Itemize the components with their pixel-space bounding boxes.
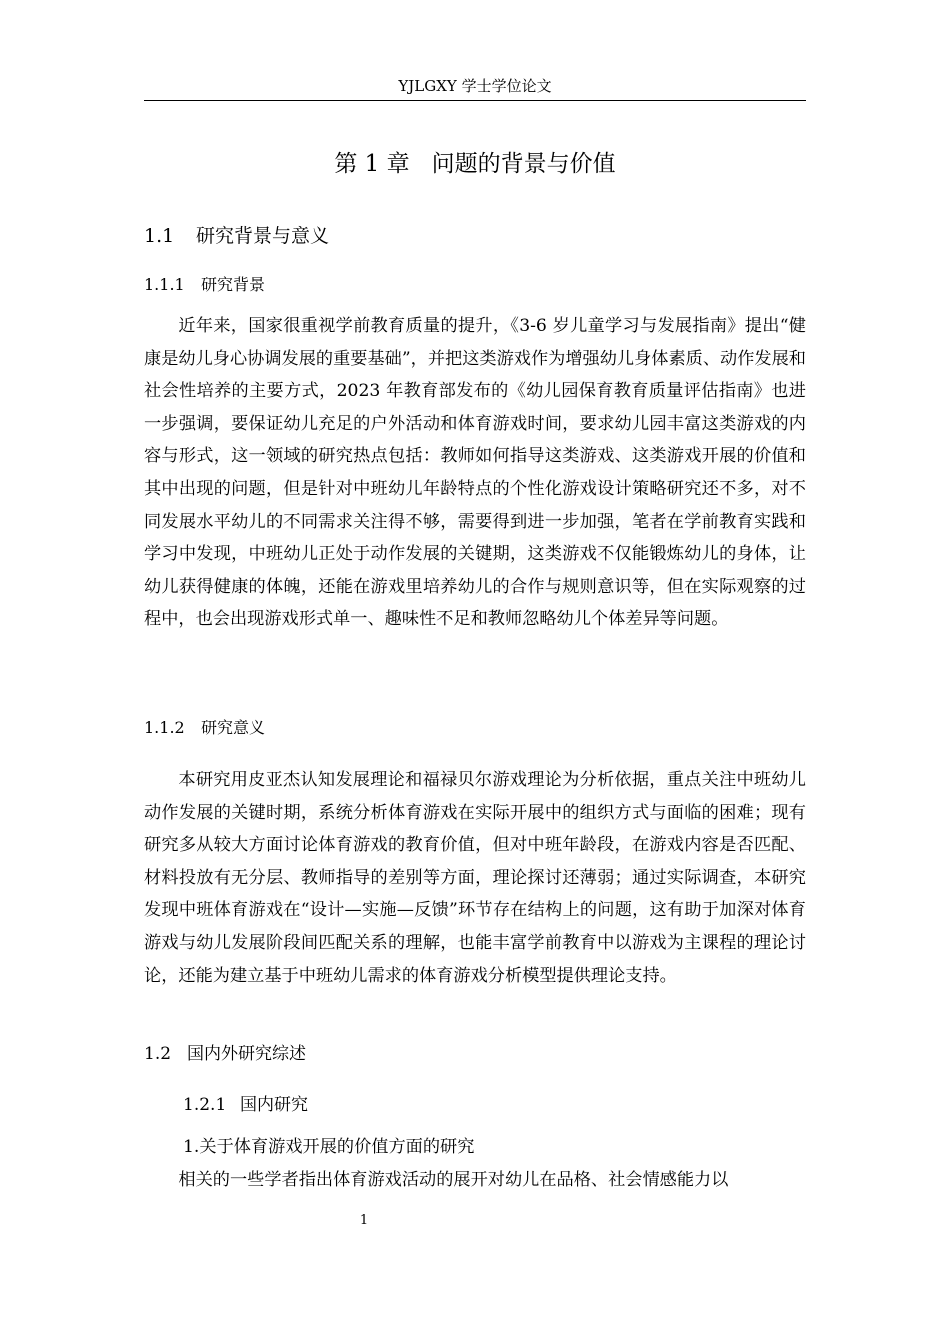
paragraph-research-significance: 本研究用皮亚杰认知发展理论和福禄贝尔游戏理论为分析依据，重点关注中班幼儿动作发展的关键时期，系统分析体育游戏在实际开展中的组织方式与面临的困难；现有研究多从较大方面讨论体育游戏的教育价值，但对中班年龄段，在游戏内容是否匹配、材料投放有无分层、教师指导的差别等方面，理论探讨还薄弱；通过实际调查，本研究发现中班体育游戏在“设计—实施—反馈”环节存在结构上的问题，这有助于加深对体育游戏与幼儿发展阶段间匹配关系的理解，也能丰富学前教育中以游戏为主课程的理论讨论，还能为建立基于中班幼儿需求的体育游戏分析模型提供理论支持。 <box>144 770 806 986</box>
section-heading-1-1 <box>144 222 329 250</box>
section-number: 1.1.2 <box>144 718 185 737</box>
chapter-number: 第 1 章 <box>334 151 410 177</box>
section-number: 1.2.1 <box>183 1095 227 1115</box>
section-title: 研究背景 <box>201 275 266 294</box>
page-number: 1 <box>359 1213 369 1228</box>
section-number: 1.1 <box>144 225 175 247</box>
section-heading-1-2-1 <box>183 1093 308 1117</box>
section-heading-1-1-2 <box>144 716 265 740</box>
section-title: 研究意义 <box>201 718 266 737</box>
paragraph-domestic-research: 相关的一些学者指出体育游戏活动的展开对幼儿在品格、社会情感能力以 <box>178 1170 729 1190</box>
section-number: 1.2 <box>144 1044 172 1064</box>
list-item-title: 1.关于体育游戏开展的价值方面的研究 <box>183 1137 475 1157</box>
section-title: 研究背景与意义 <box>196 225 330 247</box>
section-heading-1-2 <box>144 1042 306 1066</box>
section-title: 国内外研究综述 <box>187 1044 306 1064</box>
page-header: YJLGXY 学士学位论文 <box>398 77 552 95</box>
section-title: 国内研究 <box>240 1095 308 1115</box>
section-number: 1.1.1 <box>144 275 185 294</box>
section-heading-1-1-1 <box>144 273 265 297</box>
chapter-title-text: 问题的背景与价值 <box>431 151 616 177</box>
paragraph-research-background: 近年来，国家很重视学前教育质量的提升，《3-6 岁儿童学习与发展指南》提出“健康是幼儿身心协调发展的重要基础”，并把这类游戏作为增强幼儿身体素质、动作发展和社会性培养的主要方式，2023 年教育部发布的《幼儿园保育教育质量评估指南》也进一步强调，要保证幼儿充足的户外活动和体育游戏时间，要求幼儿园丰富这类游戏的内容与形式，这一领域的研究热点包括：教师如何指导这类游戏、这类游戏开展的价值和其中出现的问题，但是针对中班幼儿年龄特点的个性化游戏设计策略研究还不多，对不同发展水平幼儿的不同需求关注得不够，需要得到进一步加强，笔者在学前教育实践和学习中发现，中班幼儿正处于动作发展的关键期，这类游戏不仅能锻炼幼儿的身体，让幼儿获得健康的体魄，还能在游戏里培养幼儿的合作与规则意识等，但在实际观察的过程中，也会出现游戏形式单一、趣味性不足和教师忽略幼儿个体差异等问题。 <box>144 316 806 630</box>
chapter-title <box>144 148 806 180</box>
header-rule <box>144 100 806 101</box>
